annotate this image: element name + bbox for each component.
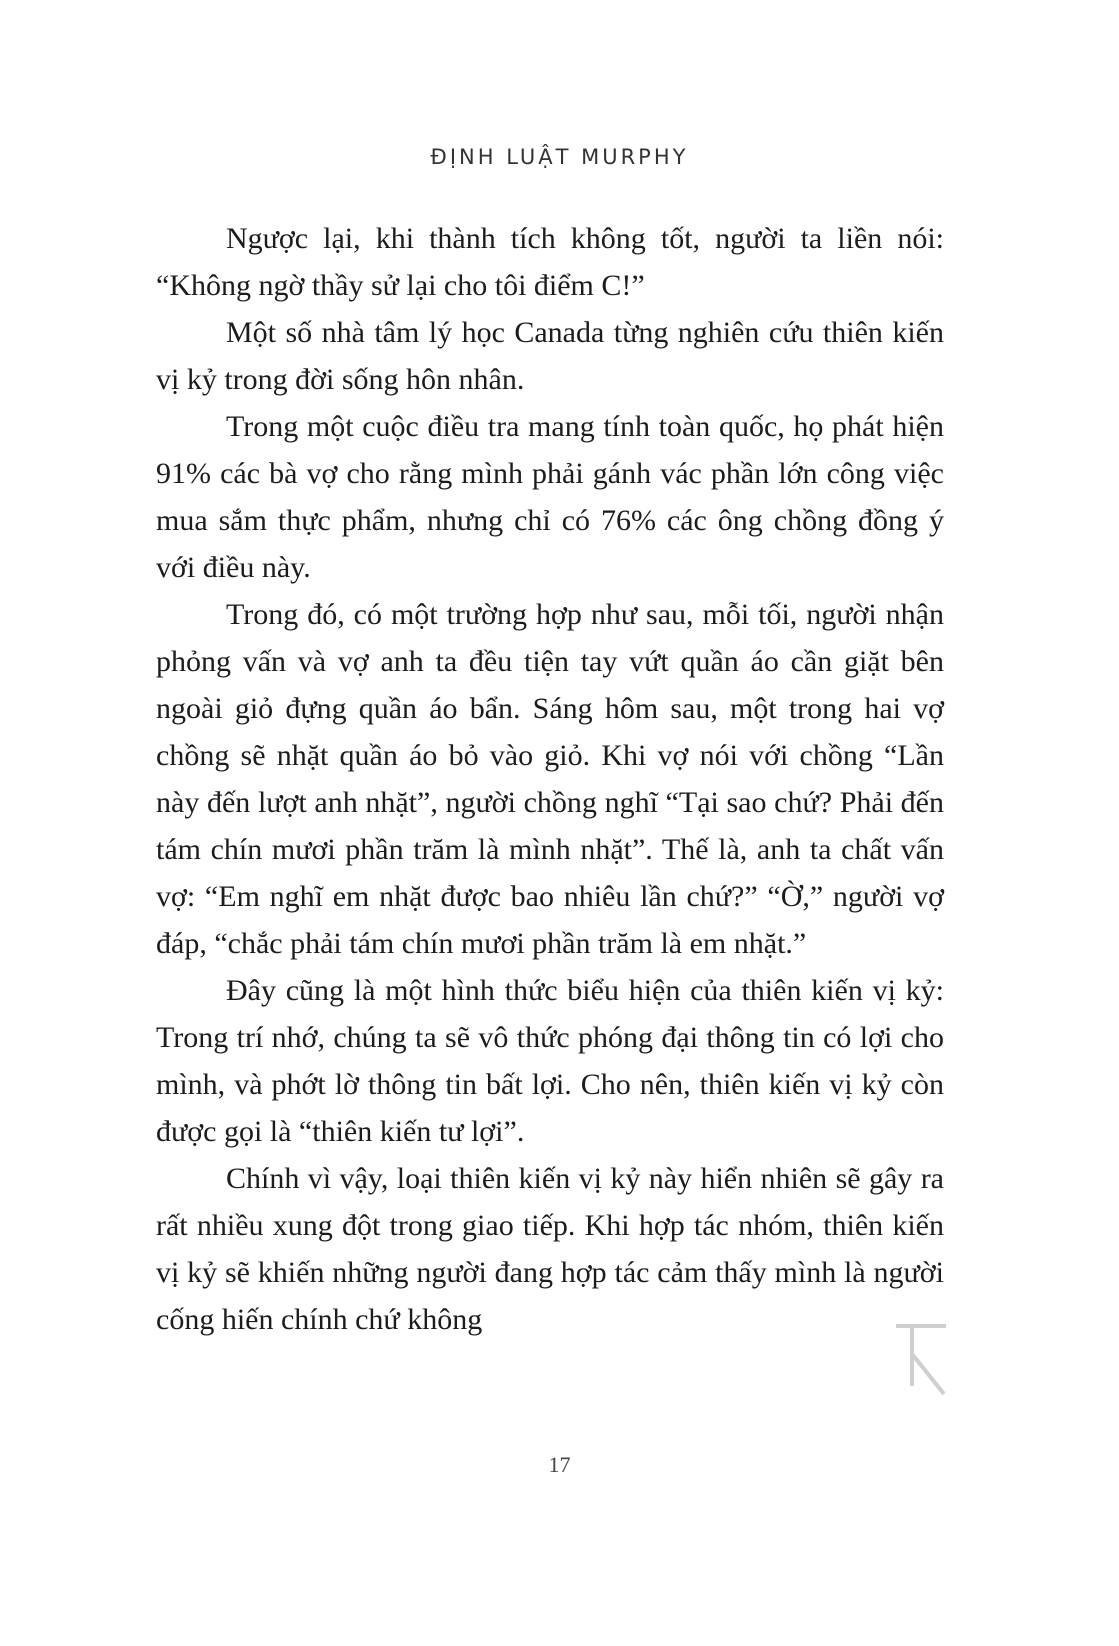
paragraph-1: Ngược lại, khi thành tích không tốt, người ta liền nói: “Không ngờ thầy sử lại cho tôi điểm C!” <box>156 222 944 302</box>
paragraph-2: Một số nhà tâm lý học Canada từng nghiên cứu thiên kiến vị kỷ trong đời sống hôn nhân. <box>156 316 944 396</box>
watermark-logo-icon <box>888 1316 948 1396</box>
paragraph-5: Đây cũng là một hình thức biểu hiện của thiên kiến vị kỷ: Trong trí nhớ, chúng ta sẽ vô thức phóng đại thông tin có lợi cho mình, và phớt lờ thông tin bất lợi. Cho nên, thiên kiến vị kỷ còn được gọi là “thiên kiến tư lợi”. <box>156 974 944 1148</box>
paragraph-4: Trong đó, có một trường hợp như sau, mỗi tối, người nhận phỏng vấn và vợ anh ta đều tiện tay vứt quần áo cần giặt bên ngoài giỏ đựng quần áo bẩn. Sáng hôm sau, một trong hai vợ chồng sẽ nhặt quần áo bỏ vào giỏ. Khi vợ nói với chồng “Lần này đến lượt anh nhặt”, người chồng nghĩ “Tại sao chứ? Phải đến tám chín mươi phần trăm là mình nhặt”. Thế là, anh ta chất vấn vợ: “Em nghĩ em nhặt được bao nhiêu lần chứ?” “Ờ,” người vợ đáp, “chắc phải tám chín mươi phần trăm là em nhặt.” <box>156 598 944 960</box>
page-number: 17 <box>548 1452 571 1477</box>
body-text <box>156 215 944 1343</box>
running-header: ĐỊNH LUẬT MURPHY <box>430 145 689 169</box>
paragraph-6: Chính vì vậy, loại thiên kiến vị kỷ này hiển nhiên sẽ gây ra rất nhiều xung đột trong giao tiếp. Khi hợp tác nhóm, thiên kiến vị kỷ sẽ khiến những người đang hợp tác cảm thấy mình là người cống hiến chính chứ không <box>156 1162 944 1336</box>
paragraph-3: Trong một cuộc điều tra mang tính toàn quốc, họ phát hiện 91% các bà vợ cho rằng mình phải gánh vác phần lớn công việc mua sắm thực phẩm, nhưng chỉ có 76% các ông chồng đồng ý với điều này. <box>156 410 944 584</box>
